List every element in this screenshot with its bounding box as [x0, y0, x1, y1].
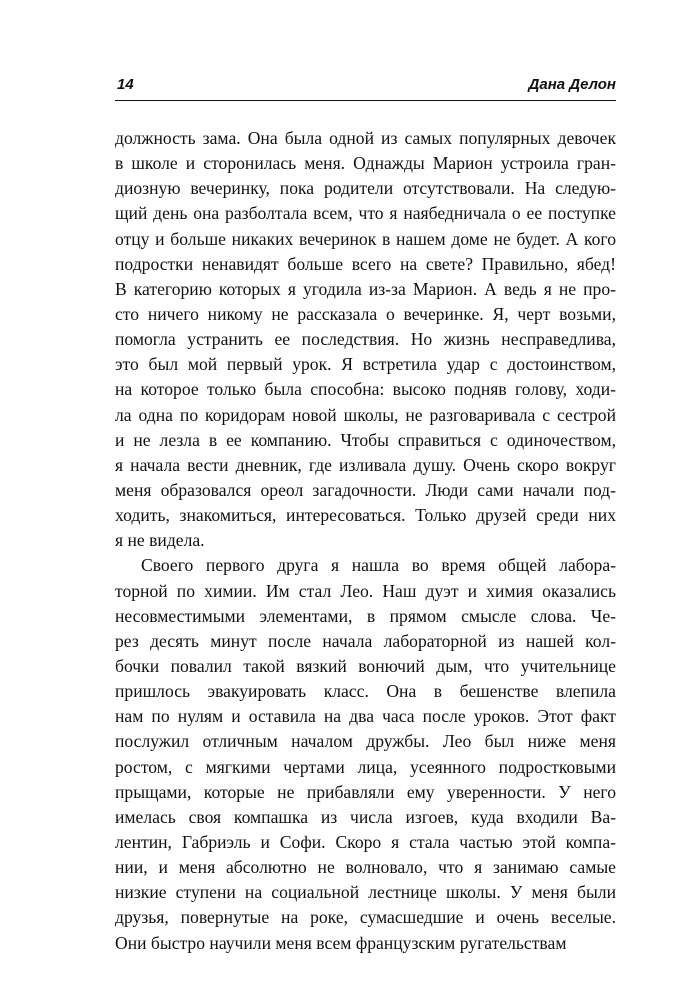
text-line: пришлось эвакуировать класс. Она в бешенстве влепила: [115, 681, 616, 702]
text-line: ростом, с мягкими чертами лица, усеянного подростковыми: [115, 756, 616, 777]
text-line: должность зама. Она была одной из самых популярных девочек: [115, 128, 616, 148]
text-line: ла одна по коридорам новой школы, не разговаривала с сестрой: [115, 404, 616, 425]
text-line: несовместимыми элементами, в прямом смысле слова. Че-: [115, 605, 616, 626]
text-line: подростки ненавидят больше всего на свете? Правильно, ябед!: [115, 253, 616, 274]
page-header: [115, 72, 616, 101]
text-line: меня образовался ореол загадочности. Люди сами начали под-: [115, 479, 616, 500]
text-line: я начала вести дневник, где изливала душу. Очень скоро вокруг: [115, 454, 616, 475]
text-line: прыщами, которые не прибавляли ему уверенности. У него: [115, 781, 616, 802]
text-line: имелась своя компашка из числа изгоев, куда входили Ва-: [115, 806, 616, 827]
text-line: торной по химии. Им стал Лео. Наш дуэт и химия оказались: [115, 580, 616, 601]
text-line: ходить, знакомиться, интересоваться. Только друзей среди них: [115, 505, 616, 526]
text-line: рез десять минут после начала лабораторной из нашей кол-: [115, 630, 616, 651]
text-line: в школе и сторонилась меня. Однажды Марион устроила гран-: [115, 153, 616, 174]
running-head-author: Дана Делон: [528, 76, 616, 93]
text-line: щий день она разболтала всем, что я наябедничала о ее поступке: [115, 203, 616, 224]
text-line: сто ничего никому не рассказала о вечеринке. Я, черт возьми,: [115, 303, 616, 324]
text-line: бочки повалил такой вязкий вонючий дым, что учительнице: [115, 655, 616, 676]
text-line: это был мой первый урок. Я встретила удар с достоинством,: [115, 354, 616, 375]
text-line: друзья, повернутые на роке, сумасшедшие и очень веселые.: [115, 907, 616, 928]
page-number: 14: [117, 76, 134, 93]
paragraph: [115, 126, 616, 553]
text-line: лентин, Габриэль и Софи. Скоро я стала частью этой компа-: [115, 831, 616, 852]
text-line: В категорию которых я угодила из-за Марион. А ведь я не про-: [115, 278, 616, 299]
text-line: низкие ступени на социальной лестнице школы. У меня были: [115, 882, 616, 903]
text-line: Своего первого друга я нашла во время общей лабора-: [141, 555, 616, 576]
text-line: и не лезла в ее компанию. Чтобы справиться с одиночеством,: [115, 429, 616, 450]
text-line: нам по нулям и оставила на два часа после уроков. Этот факт: [115, 706, 616, 727]
text-line: послужил отличным началом дружбы. Лео был ниже меня: [115, 731, 616, 752]
text-line: нии, и меня абсолютно не волновало, что я занимаю самые: [115, 857, 616, 878]
paragraph: [115, 553, 616, 955]
text-line: я не видела.: [115, 530, 205, 551]
text-line: Они быстро научили меня всем французским ругательствам: [115, 932, 567, 953]
text-line: диозную вечеринку, пока родители отсутствовали. На следую-: [115, 178, 616, 199]
body-text: [115, 126, 616, 956]
text-line: помогла устранить ее последствия. Но жизнь несправедлива,: [115, 329, 616, 350]
text-line: отцу и больше никаких вечеринок в нашем доме не будет. А кого: [115, 228, 616, 249]
text-line: на которое только была способна: высоко подняв голову, ходи-: [115, 379, 616, 400]
